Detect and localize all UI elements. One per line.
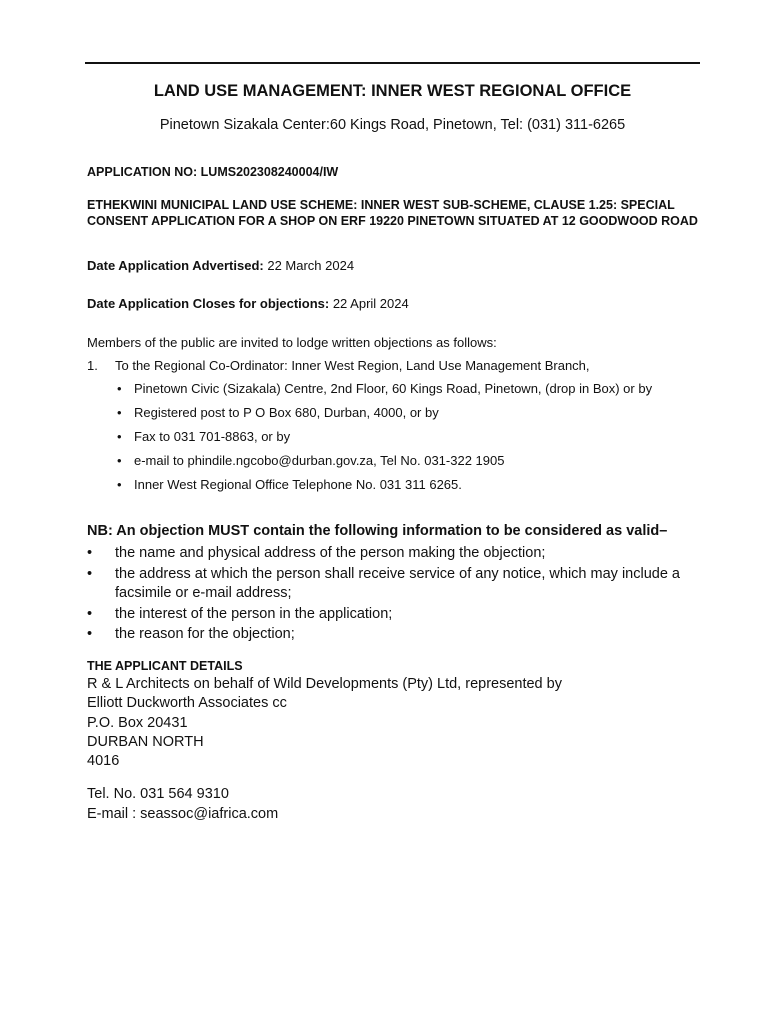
method-text: Inner West Regional Office Telephone No. 031 311 6265. xyxy=(134,477,462,492)
applicant-line: P.O. Box 20431 xyxy=(87,714,188,731)
page-title: LAND USE MANAGEMENT: INNER WEST REGIONAL OFFICE xyxy=(153,82,632,100)
list-item xyxy=(87,544,707,564)
method-text: Fax to 031 701-8863, or by xyxy=(134,429,291,444)
bullet-icon: • xyxy=(117,405,122,420)
bullet-icon: • xyxy=(117,477,122,492)
bullet-icon: • xyxy=(87,605,93,622)
bullet-icon: • xyxy=(117,381,122,396)
applicant-contact xyxy=(87,785,702,824)
requirement-text: the address at which the person shall receive service of any notice, which may include a facsimile or e-mail address; xyxy=(115,565,680,601)
nb-requirements-list xyxy=(87,544,707,646)
applicant-details xyxy=(87,675,702,771)
applicant-tel: Tel. No. 031 564 9310 xyxy=(87,786,229,802)
applicant-line: R & L Architects on behalf of Wild Developments (Pty) Ltd, represented by xyxy=(87,676,562,692)
step-number: 1. xyxy=(87,358,98,373)
list-item xyxy=(117,477,717,501)
list-item xyxy=(117,381,717,405)
applicant-heading: THE APPLICANT DETAILS xyxy=(87,659,243,673)
list-item xyxy=(87,605,707,625)
requirement-text: the name and physical address of the person making the objection; xyxy=(115,545,546,561)
requirement-text: the reason for the objection; xyxy=(115,626,295,642)
applicant-line: Elliott Duckworth Associates cc xyxy=(87,695,287,712)
bullet-icon: • xyxy=(117,429,122,444)
date-advertised xyxy=(87,258,702,273)
list-item xyxy=(117,429,717,453)
list-item xyxy=(87,625,707,645)
list-item xyxy=(117,405,717,429)
date-advertised-value: 22 March 2024 xyxy=(263,258,355,273)
bullet-icon: • xyxy=(117,453,122,468)
step-text: To the Regional Co-Ordinator: Inner West Region, Land Use Management Branch, xyxy=(115,358,590,373)
method-text: e-mail to phindile.ngcobo@durban.gov.za, Tel No. 031-322 1905 xyxy=(134,453,505,468)
scheme-description: ETHEKWINI MUNICIPAL LAND USE SCHEME: INNER WEST SUB-SCHEME, CLAUSE 1.25: SPECIAL CONSENT APPLICATION FOR A SHOP ON ERF 19220 PINETOWN SITUATED AT 12 GOODWOOD ROAD xyxy=(87,198,698,228)
bullet-icon: • xyxy=(87,565,93,582)
submission-methods-list xyxy=(117,381,717,501)
nb-heading: NB: An objection MUST contain the following information to be considered as valid– xyxy=(87,523,668,539)
list-item xyxy=(87,565,707,604)
date-closes-value: 22 April 2024 xyxy=(329,296,409,311)
top-rule xyxy=(85,62,700,64)
application-number: APPLICATION NO: LUMS202308240004/IW xyxy=(87,165,339,179)
requirement-text: the interest of the person in the application; xyxy=(115,605,393,622)
method-text: Pinetown Civic (Sizakala) Centre, 2nd Floor, 60 Kings Road, Pinetown, (drop in Box) or by xyxy=(134,381,653,396)
applicant-line: DURBAN NORTH xyxy=(87,733,204,750)
date-closes xyxy=(87,296,702,311)
list-item xyxy=(117,453,717,477)
bullet-icon: • xyxy=(87,545,93,561)
objections-intro: Members of the public are invited to lodge written objections as follows: xyxy=(87,335,497,350)
date-closes-label: Date Application Closes for objections: xyxy=(87,296,330,311)
method-text: Registered post to P O Box 680, Durban, 4000, or by xyxy=(134,405,439,420)
office-address: Pinetown Sizakala Center:60 Kings Road, Pinetown, Tel: (031) 311-6265 xyxy=(159,117,626,133)
date-advertised-label: Date Application Advertised: xyxy=(87,258,264,273)
applicant-email: E-mail : seassoc@iafrica.com xyxy=(87,805,279,822)
applicant-line: 4016 xyxy=(87,753,120,770)
bullet-icon: • xyxy=(87,626,93,642)
